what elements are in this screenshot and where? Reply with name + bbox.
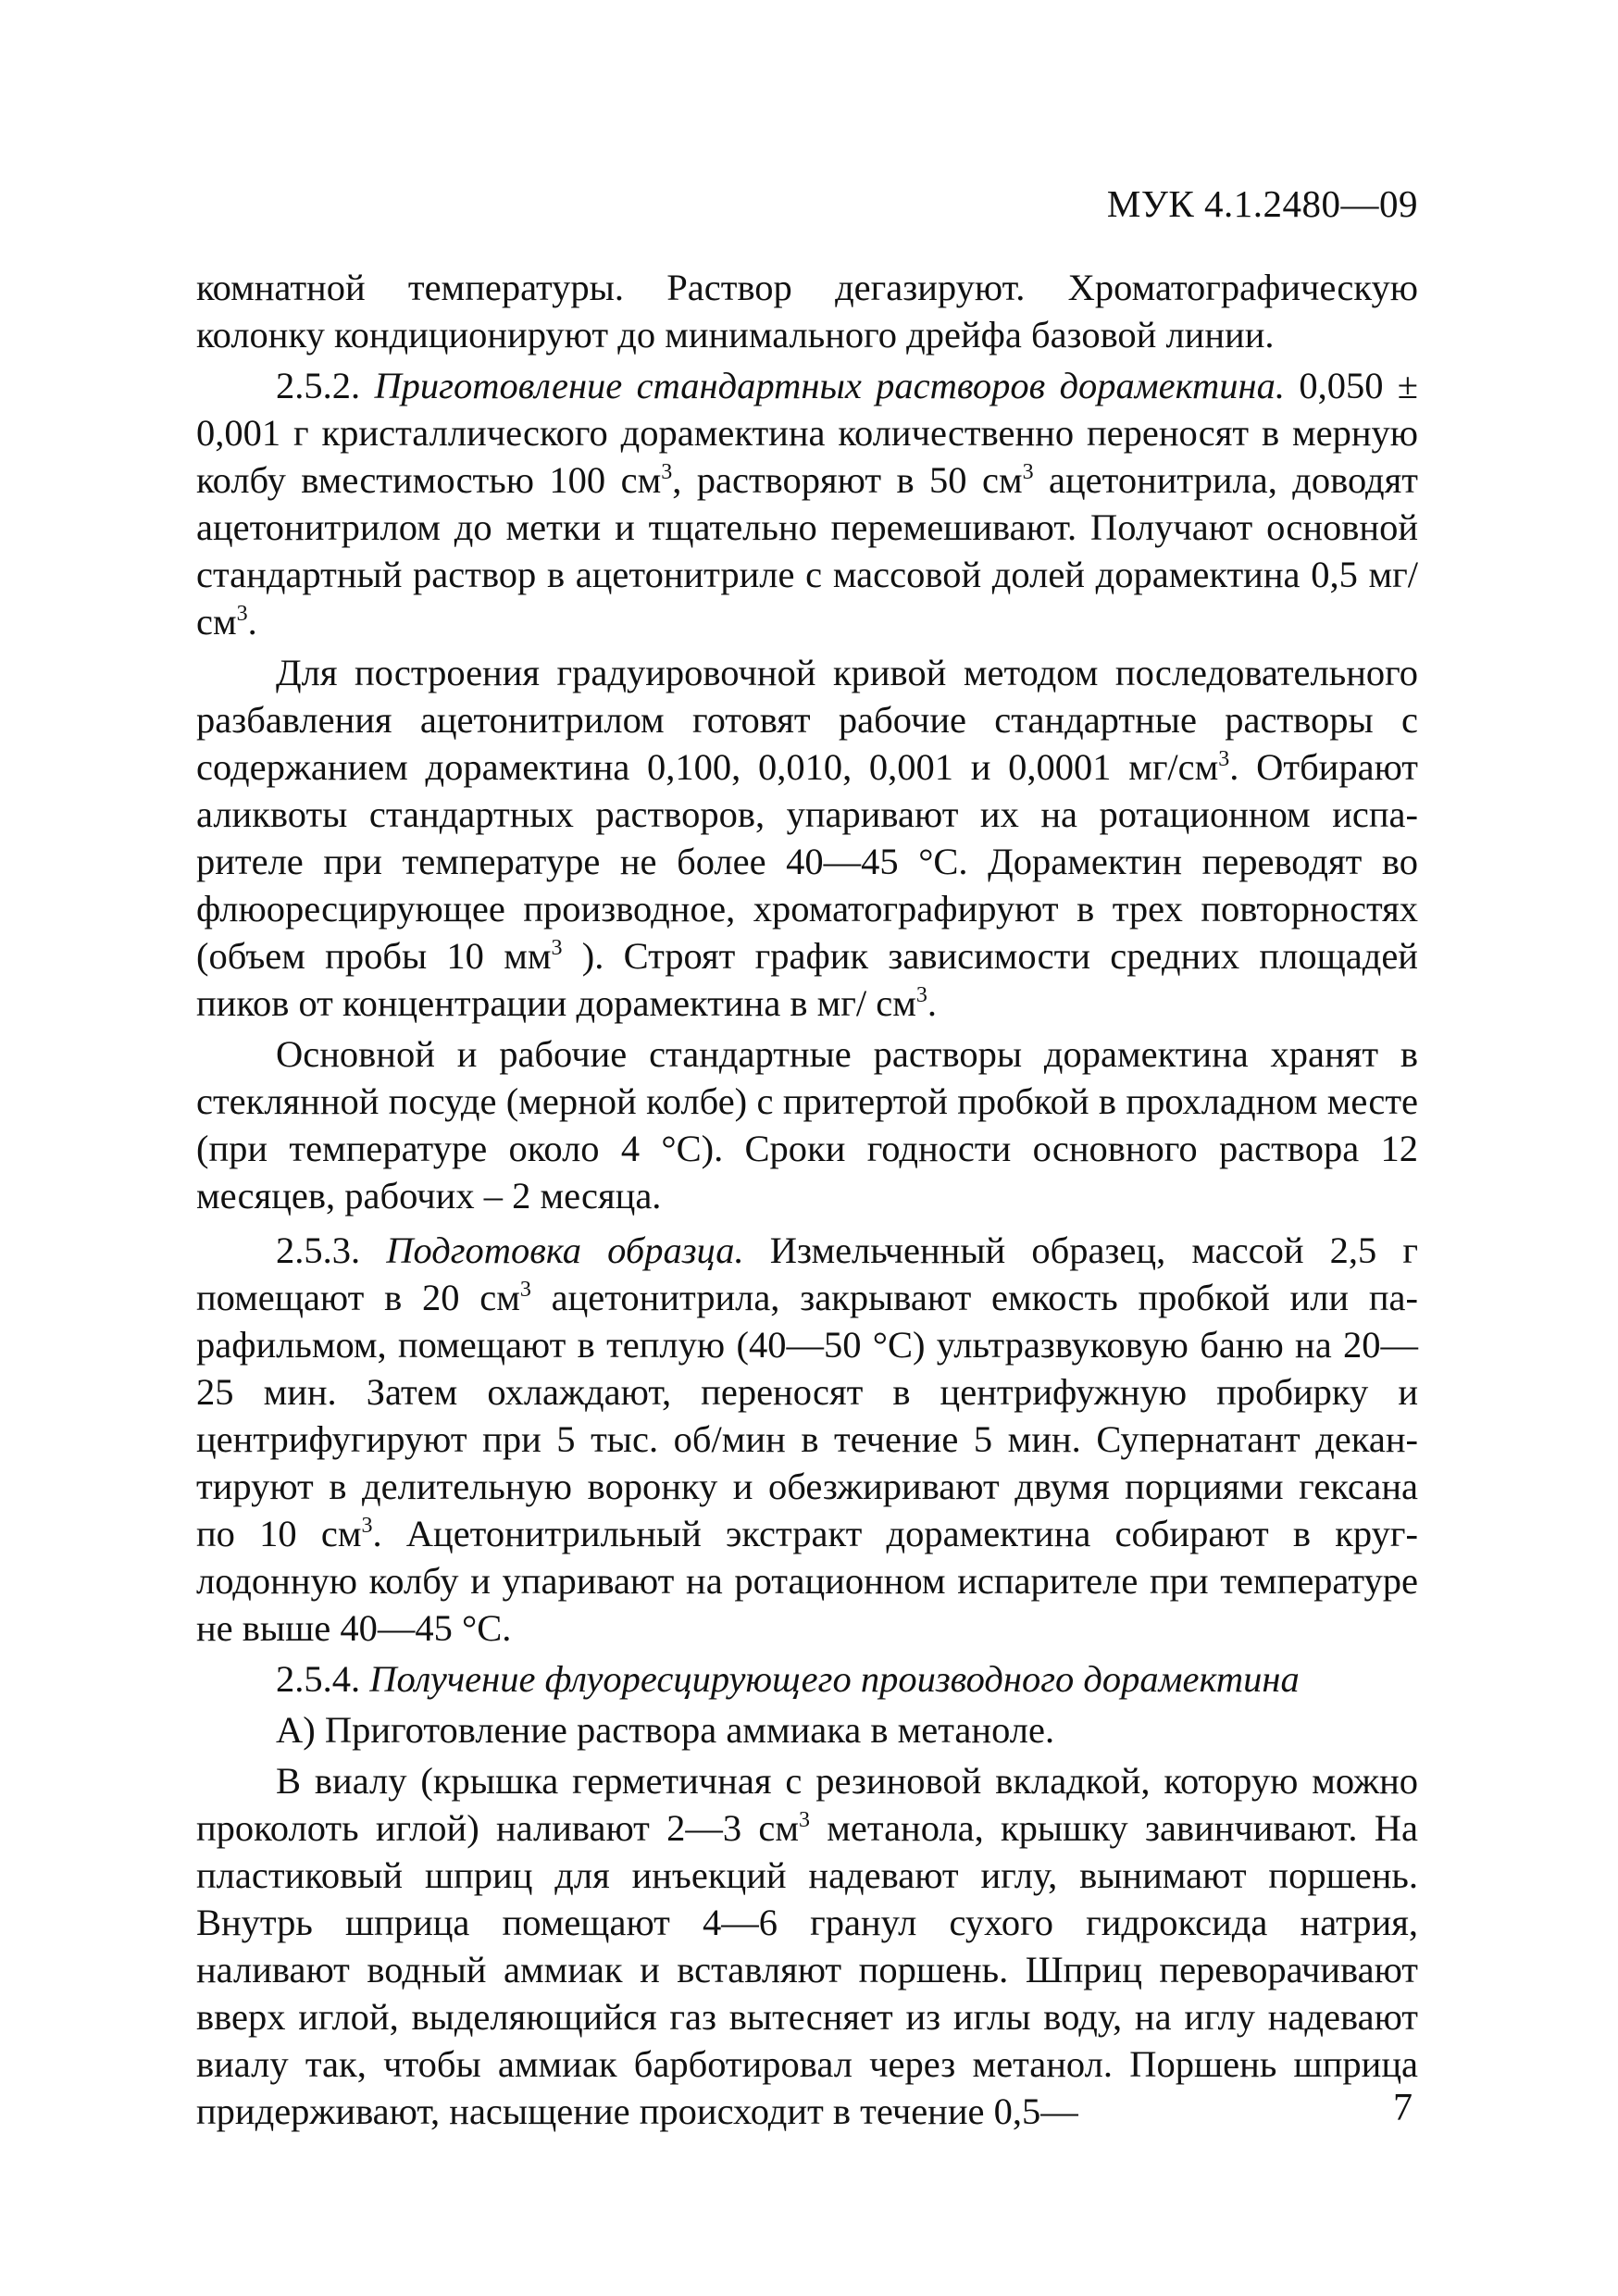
paragraph-text: . Отбирают аликвоты стандартных растворов, упаривают их на ротационном испарителе при температуре не более 40—45 °С. Дорамектин переводят во флюоресцирующее производное, хроматографируют в трех повторностях (объем пробы 10 мм [196, 746, 1418, 977]
page-body [196, 264, 1418, 2135]
paragraph-text: ацетонитрила, закрывают емкость пробкой или парафильмом, помещают в теплую (40—50 °С) ультразвуковую баню на 20—25 мин. Затем охлаждают, переносят в центрифужную пробирку и центрифугируют при 5 тыс. об/мин в течение 5 мин. Супернатант декантируют в делительную воронку и обезжиривают двумя порциями гексана по 10 см [196, 1277, 1418, 1554]
paragraph-text: 0,050 ± 0,001 г кристаллического дорамектина количественно переносят в мерную колбу вместимостью 100 см [196, 365, 1418, 501]
section-number: 2.5.2. [276, 365, 361, 406]
superscript-3: 3 [361, 1514, 373, 1538]
paragraph-calibration [196, 649, 1418, 1027]
superscript-3: 3 [551, 936, 563, 960]
paragraph-text: . [247, 601, 257, 643]
section-title: Приготовление стандартных растворов дорамектина. [374, 365, 1286, 406]
paragraph-text: метанола, крышку завинчивают. На пластиковый шприц для инъекций надевают иглу, вынимают поршень. Внутрь шприца помещают 4—6 гранул сухого гидроксида натрия, наливают водный аммиак и вставляют поршень. Шприц переворачивают вверх иглой, выделяющийся газ вытесняет из иглы воду, на иглу надевают виалу так, чтобы аммиак барботировал через метанол. Поршень шприца придерживают, насыщение происходит в течение 0,5— [196, 1807, 1418, 2132]
superscript-3: 3 [661, 460, 673, 484]
paragraph-text: комнатной температуры. Раствор дегазируют. Хроматографическую колонку кондиционируют до минимального дрейфа базовой линии. [196, 267, 1418, 356]
paragraph-storage [196, 1030, 1418, 1219]
section-2-5-2 [196, 362, 1418, 645]
section-title: Получение флуоресцирующего производного дорамектина [369, 1658, 1300, 1700]
document-code-header: МУК 4.1.2480—09 [1106, 182, 1418, 225]
subsection-a [196, 1706, 1418, 1753]
section-number: 2.5.4. [276, 1658, 361, 1700]
paragraph-text: Для построения градуировочной кривой методом последовательного разбавления ацетонитрилом готовят рабочие стандартные растворы с содержанием дорамектина 0,100, 0,010, 0,001 и 0,0001 мг/см [196, 652, 1418, 788]
section-number: 2.5.3. [276, 1229, 361, 1271]
paragraph-text: . [927, 982, 938, 1024]
superscript-3: 3 [236, 602, 248, 626]
paragraph-text: ацетонитрила, доводят ацетонитрилом до метки и тщательно перемешивают. Получают основной стандартный раствор в ацетонитриле с массовой долей дорамектина 0,5 мг/см [196, 459, 1418, 643]
superscript-3: 3 [1022, 460, 1034, 484]
paragraph-text: Измельченный образец, массой 2,5 г помещают в 20 см [196, 1229, 1419, 1318]
paragraph-text: ). Строят график зависимости средних площадей пиков от концентрации дорамектина в мг/ см [196, 935, 1418, 1024]
superscript-3: 3 [799, 1808, 810, 1832]
superscript-3: 3 [1218, 747, 1230, 771]
paragraph-continuation [196, 264, 1418, 358]
section-2-5-3 [196, 1227, 1418, 1652]
superscript-3: 3 [519, 1278, 531, 1302]
superscript-3: 3 [915, 983, 927, 1007]
section-2-5-4 [196, 1655, 1418, 1703]
section-title: Подготовка образца. [386, 1229, 744, 1271]
paragraph-text: А) Приготовление раствора аммиака в метаноле. [276, 1709, 1055, 1751]
paragraph-text: , растворяют в 50 см [672, 459, 1023, 501]
paragraph-text: В виалу (крышка герметичная с резиновой вкладкой, которую можно проколоть иглой) наливают 2—3 см [196, 1760, 1418, 1849]
paragraph-text: Основной и рабочие стандартные растворы дорамектина хранят в стеклянной посуде (мерной колбе) с притертой пробкой в прохладном месте (при температуре около 4 °С). Сроки годности основного раствора 12 месяцев, рабочих – 2 месяца. [196, 1033, 1418, 1217]
paragraph-ammonia-procedure [196, 1757, 1418, 2135]
page-number: 7 [1393, 2087, 1413, 2129]
paragraph-text: . Ацетонитрильный экстракт дорамектина собирают в круглодонную колбу и упаривают на ротационном испарителе при температуре не выше 40—45 °С. [196, 1513, 1419, 1649]
